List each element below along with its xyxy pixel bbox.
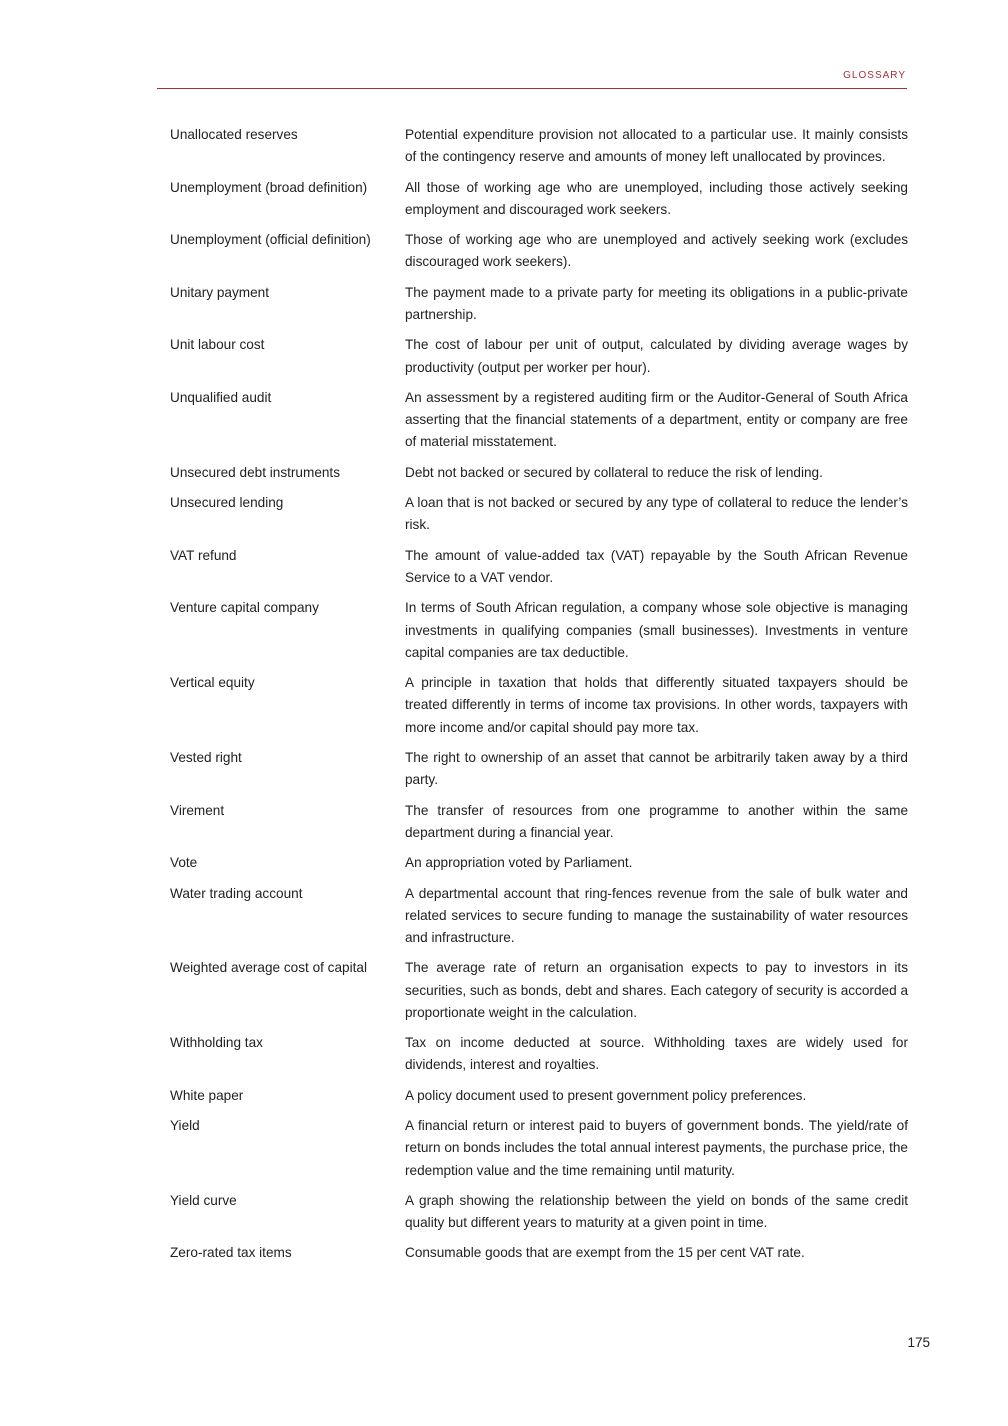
glossary-definition: The payment made to a private party for meeting its obligations in a public-private partnership. bbox=[405, 284, 908, 322]
glossary-definition: A loan that is not backed or secured by any type of collateral to reduce the lender’s risk. bbox=[405, 495, 908, 533]
section-label: GLOSSARY bbox=[843, 70, 906, 81]
glossary-entry bbox=[170, 124, 908, 168]
header-divider bbox=[157, 88, 907, 89]
glossary-term: Vertical equity bbox=[170, 675, 255, 691]
glossary-entry bbox=[170, 1032, 908, 1076]
glossary-definition: The amount of value-added tax (VAT) repayable by the South African Revenue Service to a VAT vendor. bbox=[405, 547, 908, 585]
glossary-term: Zero-rated tax items bbox=[170, 1245, 292, 1261]
glossary-term: Weighted average cost of capital bbox=[170, 960, 367, 976]
glossary-entry bbox=[170, 672, 908, 739]
glossary-definition: An appropriation voted by Parliament. bbox=[405, 855, 633, 871]
glossary-entry bbox=[170, 282, 908, 326]
glossary-term: White paper bbox=[170, 1087, 244, 1103]
glossary-entry bbox=[170, 1242, 908, 1264]
glossary-term: Yield curve bbox=[170, 1192, 237, 1208]
glossary-term: Unallocated reserves bbox=[170, 127, 298, 142]
glossary-term: Unemployment (broad definition) bbox=[170, 179, 368, 195]
glossary-entry bbox=[170, 229, 908, 273]
glossary-entry bbox=[170, 1085, 908, 1107]
glossary-definition: Those of working age who are unemployed and actively seeking work (excludes discouraged work seekers). bbox=[405, 232, 908, 270]
glossary-entry bbox=[170, 957, 908, 1024]
glossary-term: Unqualified audit bbox=[170, 389, 272, 405]
page-number: 175 bbox=[907, 1335, 930, 1350]
glossary-term: Yield bbox=[170, 1118, 200, 1134]
glossary-term: Virement bbox=[170, 802, 225, 818]
glossary-definition: A policy document used to present government policy preferences. bbox=[405, 1087, 807, 1103]
glossary-entry bbox=[170, 800, 908, 844]
glossary-term: Unit labour cost bbox=[170, 337, 265, 353]
glossary-entry bbox=[170, 177, 908, 221]
glossary-definition: Potential expenditure provision not allocated to a particular use. It mainly consists of the contingency reserve and amounts of money left unallocated by provinces. bbox=[405, 127, 908, 165]
glossary-definition: A graph showing the relationship between the yield on bonds of the same credit quality but different years to maturity at a given point in time. bbox=[405, 1192, 908, 1231]
glossary-list bbox=[170, 124, 908, 1273]
glossary-definition: All those of working age who are unemployed, including those actively seeking employment and discouraged work seekers. bbox=[405, 179, 908, 217]
glossary-entry bbox=[170, 387, 908, 454]
glossary-term: VAT refund bbox=[170, 547, 237, 563]
glossary-entry bbox=[170, 492, 908, 536]
glossary-definition: A departmental account that ring-fences revenue from the sale of bulk water and related services to secure funding to manage the sustainability of water resources and infrastructure. bbox=[405, 885, 908, 945]
glossary-term: Unemployment (official definition) bbox=[170, 232, 371, 248]
glossary-entry bbox=[170, 597, 908, 664]
glossary-definition: Tax on income deducted at source. Withholding taxes are widely used for dividends, interest and royalties. bbox=[405, 1035, 908, 1073]
glossary-definition: Debt not backed or secured by collateral to reduce the risk of lending. bbox=[405, 464, 823, 480]
glossary-entry bbox=[170, 545, 908, 589]
glossary-term: Water trading account bbox=[170, 885, 303, 901]
glossary-definition: The cost of labour per unit of output, calculated by dividing average wages by productivity (output per worker per hour). bbox=[405, 337, 908, 375]
glossary-definition: The transfer of resources from one programme to another within the same department during a financial year. bbox=[405, 802, 908, 840]
glossary-term: Vested right bbox=[170, 749, 242, 765]
glossary-definition: An assessment by a registered auditing firm or the Auditor-General of South Africa asserting that the financial statements of a department, entity or company are free of material misstatement. bbox=[405, 389, 908, 450]
glossary-term: Withholding tax bbox=[170, 1035, 263, 1051]
glossary-entry bbox=[170, 747, 908, 791]
glossary-term: Unsecured lending bbox=[170, 495, 284, 511]
glossary-definition: The average rate of return an organisation expects to pay to investors in its securities, such as bonds, debt and shares. Each category of security is accorded a proportionate weight in the calculation. bbox=[405, 960, 908, 1020]
glossary-definition: In terms of South African regulation, a company whose sole objective is managing investments in qualifying companies (small businesses). Investments in venture capital companies are tax deductible. bbox=[405, 600, 908, 660]
glossary-entry bbox=[170, 1190, 908, 1234]
glossary-entry bbox=[170, 852, 908, 874]
glossary-entry bbox=[170, 462, 908, 484]
glossary-definition: A financial return or interest paid to buyers of government bonds. The yield/rate of return on bonds includes the total annual interest payments, the purchase price, the redemption value and the time remaining until maturity. bbox=[405, 1118, 908, 1178]
glossary-definition: The right to ownership of an asset that cannot be arbitrarily taken away by a third party. bbox=[405, 749, 908, 788]
glossary-definition: Consumable goods that are exempt from the 15 per cent VAT rate. bbox=[405, 1245, 805, 1261]
glossary-term: Unsecured debt instruments bbox=[170, 464, 341, 480]
glossary-definition: A principle in taxation that holds that differently situated taxpayers should be treated differently in terms of income tax provisions. In other words, taxpayers with more income and/or capital should pay more tax. bbox=[405, 675, 908, 735]
glossary-entry bbox=[170, 883, 908, 950]
glossary-entry bbox=[170, 1115, 908, 1182]
glossary-term: Venture capital company bbox=[170, 600, 319, 616]
glossary-entry bbox=[170, 334, 908, 378]
glossary-term: Unitary payment bbox=[170, 284, 269, 300]
glossary-term: Vote bbox=[170, 855, 198, 871]
